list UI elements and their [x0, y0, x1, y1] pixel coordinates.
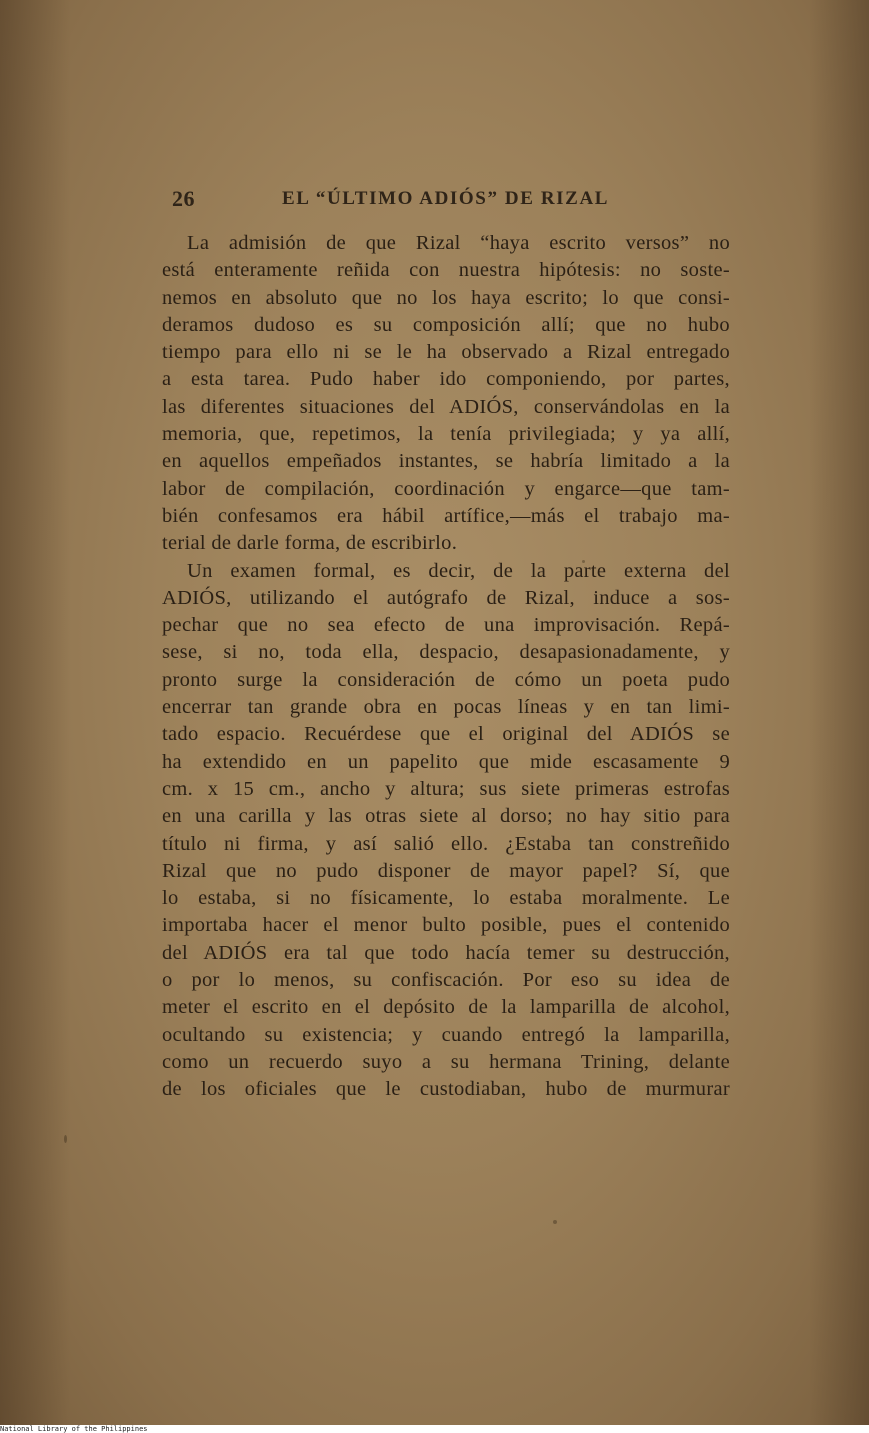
text-line: labor de compilación, coordinación y engarce—que tam- [162, 477, 730, 500]
text-line: pronto surge la consideración de cómo un poeta pudo [162, 668, 730, 691]
text-line: de los oficiales que le custodiaban, hubo de murmurar [162, 1078, 730, 1101]
text-line: ocultando su existencia; y cuando entregó la lamparilla, [162, 1023, 730, 1046]
text-line: tiempo para ello ni se le ha observado a Rizal entregado [162, 341, 730, 364]
ink-speck [553, 1220, 557, 1224]
library-credit: National Library of the Philippines [0, 1425, 148, 1433]
text-line: La admisión de que Rizal “haya escrito versos” no [187, 232, 730, 254]
text-line: memoria, que, repetimos, la tenía privilegiada; y ya allí, [162, 423, 730, 446]
running-title: EL “ÚLTIMO ADIÓS” DE RIZAL [282, 188, 610, 209]
text-line: tado espacio. Recuérdese que el original del ADIÓS se [162, 723, 730, 746]
text-line: sese, si no, toda ella, despacio, desapasionadamente, y [162, 641, 730, 664]
text-line: Un examen formal, es decir, de la parte externa del [187, 559, 730, 582]
text-line: como un recuerdo suyo a su hermana Trining, delante [162, 1050, 730, 1073]
text-line: está enteramente reñida con nuestra hipótesis: no soste- [162, 259, 730, 282]
paragraph [162, 230, 730, 558]
text-line: del ADIÓS era tal que todo hacía temer su destrucción, [162, 941, 730, 964]
text-line: nemos en absoluto que no los haya escrito; lo que consi- [162, 286, 730, 309]
text-line: en aquellos empeñados instantes, se habría limitado a la [162, 450, 730, 473]
text-line: pechar que no sea efecto de una improvisación. Repá- [162, 614, 730, 637]
page-number: 26 [172, 186, 195, 211]
text-line: Rizal que no pudo disponer de mayor papel? Sí, que [162, 859, 730, 882]
text-line: las diferentes situaciones del ADIÓS, conservándolas en la [162, 395, 730, 418]
text-line: lo estaba, si no físicamente, lo estaba moralmente. Le [162, 887, 730, 910]
page-header [172, 186, 622, 218]
body-text [162, 230, 730, 1104]
text-line: meter el escrito en el depósito de la lamparilla de alcohol, [162, 996, 730, 1019]
text-line: a esta tarea. Pudo haber ido componiendo, por partes, [162, 368, 730, 391]
text-line: título ni firma, y así salió ello. ¿Estaba tan constreñido [162, 832, 730, 855]
text-line: bién confesamos era hábil artífice,—más el trabajo ma- [162, 504, 730, 527]
text-line: en una carilla y las otras siete al dorso; no hay sitio para [162, 805, 730, 828]
text-line: deramos dudoso es su composición allí; que no hubo [162, 313, 730, 336]
ink-speck [64, 1135, 67, 1143]
text-line: importaba hacer el menor bulto posible, pues el contenido [162, 914, 730, 937]
text-line: encerrar tan grande obra en pocas líneas y en tan limi- [162, 696, 730, 719]
text-line: ADIÓS, utilizando el autógrafo de Rizal, induce a sos- [162, 586, 730, 609]
paragraph [162, 558, 730, 1104]
text-line: terial de darle forma, de escribirlo. [162, 532, 458, 555]
text-line: o por lo menos, su confiscación. Por eso su idea de [162, 969, 730, 992]
text-line: cm. x 15 cm., ancho y altura; sus siete primeras estrofas [162, 777, 730, 800]
text-line: ha extendido en un papelito que mide escasamente 9 [162, 750, 730, 773]
